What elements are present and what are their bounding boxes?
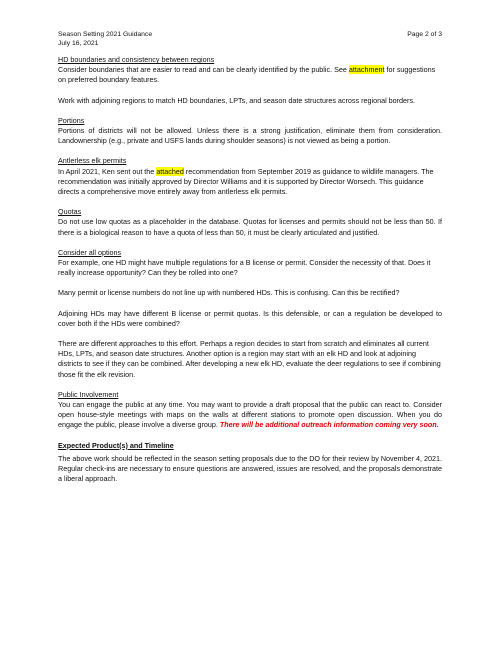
text-run: for suggestions on preferred boundary features. (58, 65, 436, 85)
paragraph (58, 400, 442, 431)
section-hd-boundaries (58, 55, 442, 106)
attachment-link[interactable]: attachment (348, 65, 385, 75)
outreach-notice: There will be additional outreach information coming very soon. (219, 420, 439, 430)
paragraph: Portions of districts will not be allowed. Unless there is a strong justification, eliminate them from consideration. Landownership (e.g., private and USFS lands during shoulder seasons) is not viewed as being a portion. (58, 126, 442, 146)
section-quotas (58, 207, 442, 238)
section-heading: HD boundaries and consistency between regions (58, 55, 215, 64)
section-heading: Expected Product(s) and Timeline (58, 440, 174, 450)
section-heading: Consider all options (58, 247, 122, 257)
paragraph: Work with adjoining regions to match HD boundaries, LPTs, and season date structures across regional borders. (58, 95, 416, 105)
document-title: Season Setting 2021 Guidance (58, 31, 153, 38)
section-heading: Antlerless elk permits (58, 156, 127, 166)
section-antlerless (58, 156, 442, 197)
section-heading: Public Involvement (58, 389, 119, 399)
text-run: You can engage the public at any time. You may want to provide a draft proposal that the public can react to. Consider open house-style meetings with maps on the walls at different stations to promote open discussion. When you do engage the public, please involve a diverse group. (58, 400, 442, 430)
paragraph (58, 65, 442, 85)
paragraph: Many permit or license numbers do not line up with numbered HDs. This is confusing. Can this be rectified? (58, 288, 400, 298)
section-portions (58, 116, 442, 147)
section-consider-options (58, 248, 442, 380)
attached-link[interactable]: attached (156, 166, 184, 176)
page-header-left (58, 30, 152, 48)
document-date: July 16, 2021 (58, 40, 99, 47)
paragraph: Adjoining HDs may have different B license or permit quotas. Is this defensible, or can a regulation be developed to cover both if the HDs were combined? (58, 308, 442, 328)
text-run: recommendation from September 2019 as guidance to wildlife managers. The recommendation was initially approved by Director Williams and it is supported by Director Worsech. This guidance directs a comprehensive move entirely away from antlerless elk permits. (58, 166, 434, 197)
section-public-involvement (58, 390, 442, 431)
section-expected-products (58, 441, 442, 485)
section-heading: Quotas (58, 207, 82, 217)
text-run: Consider boundaries that are easier to read and can be clearly identified by the public. See (58, 65, 349, 75)
text-run: In April 2021, Ken sent out the (58, 166, 157, 176)
paragraph: For example, one HD might have multiple regulations for a B license or permit. Consider the necessity of that. Does it really increase opportunity? Can they be rolled into one? (58, 258, 431, 278)
paragraph: Do not use low quotas as a placeholder in the database. Quotas for licenses and permits should not be less than 50. If there is a biological reason to have a quota of less than 50, it must be clearly articulated and justified. (58, 217, 442, 237)
paragraph: The above work should be reflected in the season setting proposals due to the DO for their review by November 4, 2021. Regular check-ins are necessary to ensure questions are answered, issues are resolved, and the proposals demonstrate a liberal approach. (58, 453, 442, 484)
page-number: Page 2 of 3 (407, 31, 442, 38)
document-body (58, 55, 442, 495)
paragraph: There are different approaches to this effort. Perhaps a region decides to start from scratch and eliminates all current HDs, LPTs, and season date structures. Another option is a region may start with an elk HD and look at adjoining districts to see if they can be combined. After developing a new elk HD, evaluate the deer regulations to see if combining those fit the elk revision. (58, 339, 441, 379)
paragraph (58, 167, 442, 198)
section-heading: Portions (58, 115, 85, 125)
